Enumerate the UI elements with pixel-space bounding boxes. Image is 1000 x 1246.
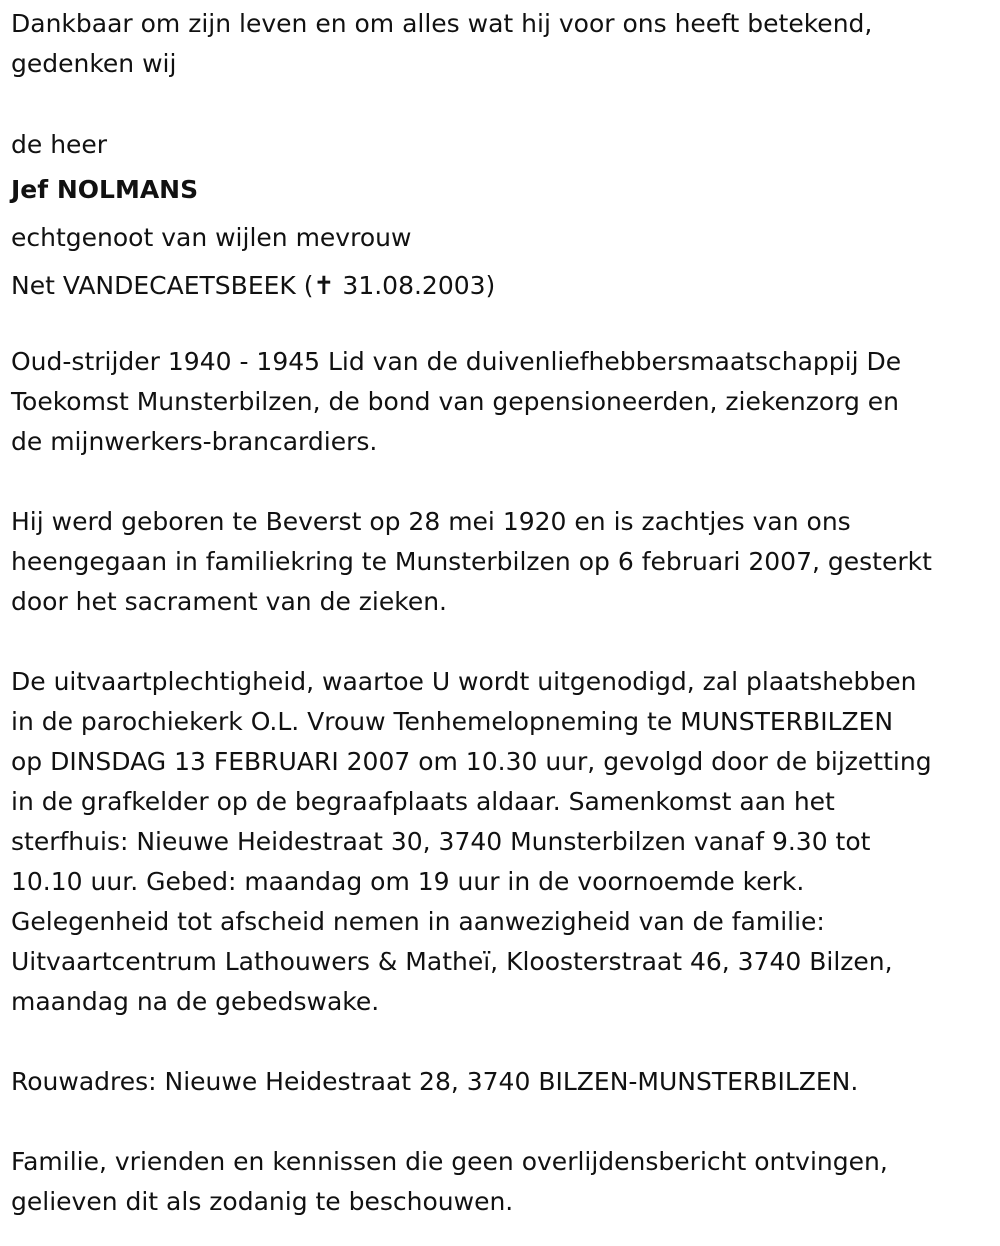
funeral-line: sterfhuis: Nieuwe Heidestraat 30, 3740 Munsterbilzen vanaf 9.30 tot: [11, 827, 871, 856]
funeral-line: Gelegenheid tot afscheid nemen in aanwezigheid van de familie:: [11, 907, 825, 936]
funeral-line: 10.10 uur. Gebed: maandag om 19 uur in de voornoemde kerk.: [11, 867, 805, 896]
deceased-name: Jef NOLMANS: [11, 175, 199, 204]
intro-line: Dankbaar om zijn leven en om alles wat hij voor ons heeft betekend,: [11, 9, 873, 38]
obituary-document: [11, 4, 996, 1222]
intro-line: gedenken wij: [11, 49, 177, 78]
memberships-line: Oud-strijder 1940 - 1945 Lid van de duivenliefhebbersmaatschappij De: [11, 347, 902, 376]
birth-line: door het sacrament van de zieken.: [11, 587, 447, 616]
funeral-line: Uitvaartcentrum Lathouwers & Matheï, Kloosterstraat 46, 3740 Bilzen,: [11, 947, 893, 976]
funeral-line: De uitvaartplechtigheid, waartoe U wordt uitgenodigd, zal plaatshebben: [11, 667, 917, 696]
birth-paragraph: [11, 502, 996, 622]
funeral-line: op DINSDAG 13 FEBRUARI 2007 om 10.30 uur, gevolgd door de bijzetting: [11, 747, 932, 776]
memberships-line: de mijnwerkers-brancardiers.: [11, 427, 378, 456]
funeral-line: in de grafkelder op de begraafplaats aldaar. Samenkomst aan het: [11, 787, 835, 816]
funeral-line: maandag na de gebedswake.: [11, 987, 380, 1016]
address-line: Rouwadres: Nieuwe Heidestraat 28, 3740 BILZEN-MUNSTERBILZEN.: [11, 1067, 859, 1096]
funeral-paragraph: [11, 662, 996, 1022]
spouse-name-line: Net VANDECAETSBEEK (✝ 31.08.2003): [11, 271, 496, 300]
memberships-paragraph: [11, 342, 996, 462]
address-paragraph: [11, 1062, 996, 1102]
closing-line: gelieven dit als zodanig te beschouwen.: [11, 1187, 514, 1216]
spouse-line: echtgenoot van wijlen mevrouw: [11, 223, 412, 252]
closing-paragraph: [11, 1142, 996, 1222]
title-honorific: de heer: [11, 130, 108, 159]
intro-paragraph: [11, 4, 996, 84]
funeral-line: in de parochiekerk O.L. Vrouw Tenhemelopneming te MUNSTERBILZEN: [11, 707, 894, 736]
birth-line: Hij werd geboren te Beverst op 28 mei 1920 en is zachtjes van ons: [11, 507, 851, 536]
closing-line: Familie, vrienden en kennissen die geen overlijdensbericht ontvingen,: [11, 1147, 888, 1176]
memberships-line: Toekomst Munsterbilzen, de bond van gepensioneerden, ziekenzorg en: [11, 387, 899, 416]
birth-line: heengegaan in familiekring te Munsterbilzen op 6 februari 2007, gesterkt: [11, 547, 932, 576]
